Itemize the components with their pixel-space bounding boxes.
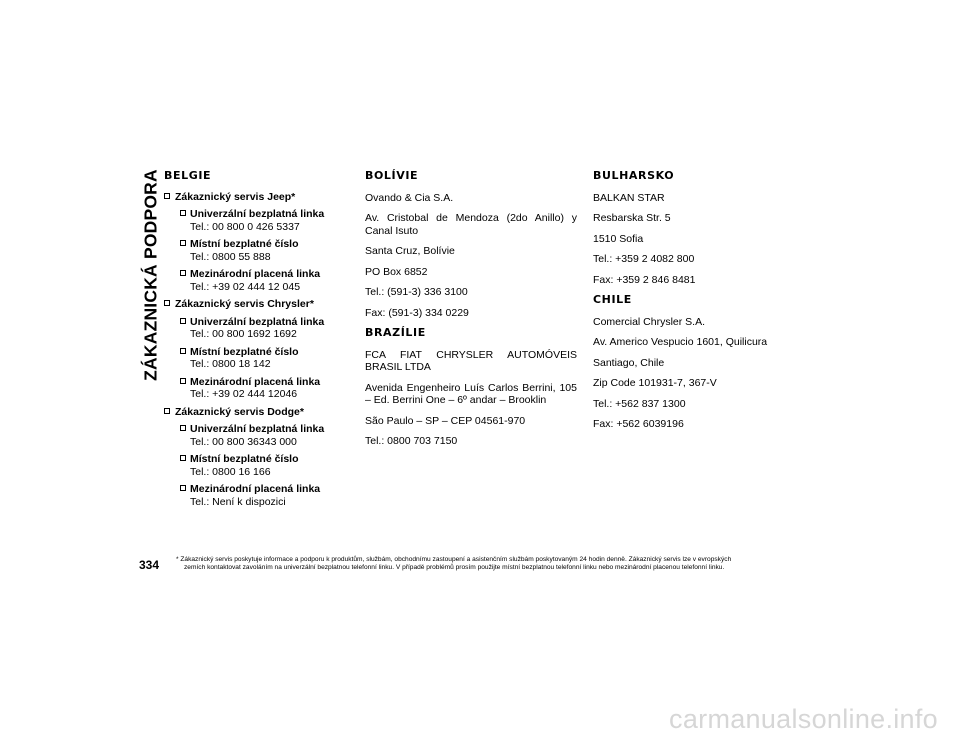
line-label: Mezinárodní placená linka	[190, 375, 321, 388]
checkbox-square-icon	[180, 318, 186, 324]
footnote-line-2: zemích kontaktovat zavoláním na univerzální bezplatnou telefonní linku. V případě problémů prosím použijte místní bezplatnou telefonní linku nebo mezinárodní placenou telefonní linku.	[184, 564, 725, 571]
footnote-line-1: * Zákaznický servis poskytuje informace a podporu k produktům, službám, obchodnímu zastoupení a asistenčním službám poskytovaným 24 hodin denně. Zákaznický servis lze v evropských	[176, 556, 732, 563]
chrysler-item-2	[164, 376, 354, 401]
checkbox-square-icon	[180, 378, 186, 384]
phone-line: Tel.: +562 837 1300	[593, 397, 686, 410]
address-line: Resbarska Str. 5	[593, 212, 671, 224]
checkbox-square-icon	[180, 485, 186, 491]
address-line: Avenida Engenheiro Luís Carlos Berrini, 105 – Ed. Berrini One – 6º andar – Brooklin	[365, 381, 577, 406]
watermark: carmanualsonline.info	[669, 704, 938, 734]
line-label: Mezinárodní placená linka	[190, 268, 321, 280]
fax-line: Fax: +359 2 846 8481	[593, 273, 696, 286]
phone-number: Tel.: 0800 16 166	[190, 465, 271, 478]
phone-line: Tel.: 0800 703 7150	[365, 435, 458, 447]
address-line: Comercial Chrysler S.A.	[593, 315, 706, 328]
checkbox-square-icon	[180, 240, 186, 246]
checkbox-square-icon	[164, 193, 170, 199]
line-label: Univerzální bezplatná linka	[190, 315, 325, 328]
fax-line: Fax: (591-3) 334 0229	[365, 306, 469, 319]
address-line: Av. Cristobal de Mendoza (2do Anillo) y Canal Isuto	[365, 212, 577, 237]
line-label: Místní bezplatné číslo	[190, 453, 299, 465]
line-label: Univerzální bezplatná linka	[190, 423, 325, 435]
phone-number: Tel.: 0800 55 888	[190, 250, 271, 263]
jeep-item-0	[164, 208, 354, 233]
column-belgie	[164, 170, 354, 513]
checkbox-square-icon	[164, 408, 170, 414]
phone-line: Tel.: +359 2 4082 800	[593, 253, 695, 265]
dodge-item-1	[164, 453, 354, 478]
line-label: Univerzální bezplatná linka	[190, 208, 325, 220]
phone-number: Tel.: +39 02 444 12 045	[190, 280, 301, 293]
service-chrysler	[164, 298, 354, 311]
jeep-item-1	[164, 238, 354, 263]
phone-number: Tel.: Není k dispozici	[190, 495, 286, 508]
checkbox-square-icon	[180, 270, 186, 276]
page-number: 334	[139, 558, 160, 572]
address-line: Ovando & Cia S.A.	[365, 191, 454, 204]
address-line: 1510 Sofia	[593, 232, 644, 245]
service-title: Zákaznický servis Dodge*	[175, 405, 304, 418]
fax-line: Fax: +562 6039196	[593, 418, 684, 430]
line-label: Mezinárodní placená linka	[190, 483, 321, 495]
footnote	[176, 556, 816, 572]
heading-chile: CHILE	[593, 293, 632, 306]
side-section-title-text: ZÁKAZNICKÁ PODPORA	[140, 169, 161, 381]
address-line: Av. Americo Vespucio 1601, Quilicura	[593, 336, 768, 348]
address-line: Santa Cruz, Bolívie	[365, 245, 455, 257]
phone-number: Tel.: 00 800 36343 000	[190, 435, 297, 448]
column-bulharsko-chile	[593, 170, 793, 439]
dodge-item-2	[164, 483, 354, 508]
service-title: Zákaznický servis Chrysler*	[175, 298, 314, 310]
service-dodge	[164, 406, 354, 419]
address-line: FCA FIAT CHRYSLER AUTOMÓVEIS BRASIL LTDA	[365, 348, 577, 373]
line-label: Místní bezplatné číslo	[190, 238, 299, 250]
phone-number: Tel.: +39 02 444 12046	[190, 388, 298, 400]
checkbox-square-icon	[180, 348, 186, 354]
side-section-title	[139, 169, 163, 381]
heading-bulharsko: BULHARSKO	[593, 169, 675, 182]
heading-belgie: BELGIE	[164, 169, 212, 182]
jeep-item-2	[164, 268, 354, 293]
dodge-item-0	[164, 423, 354, 448]
heading-bolivie: BOLÍVIE	[365, 169, 419, 182]
phone-line: Tel.: (591-3) 336 3100	[365, 286, 468, 298]
phone-number: Tel.: 00 800 0 426 5337	[190, 220, 300, 233]
chrysler-item-1	[164, 346, 354, 371]
address-line: PO Box 6852	[365, 265, 428, 278]
address-line: Santiago, Chile	[593, 356, 665, 369]
checkbox-square-icon	[180, 425, 186, 431]
address-line: São Paulo – SP – CEP 04561-970	[365, 414, 526, 427]
column-bolivie-brazilie	[365, 170, 577, 456]
checkbox-square-icon	[164, 300, 170, 306]
heading-brazilie: BRAZÍLIE	[365, 326, 426, 339]
line-label: Místní bezplatné číslo	[190, 345, 299, 358]
phone-number: Tel.: 00 800 1692 1692	[190, 328, 297, 340]
service-title: Zákaznický servis Jeep*	[175, 190, 296, 203]
phone-number: Tel.: 0800 18 142	[190, 358, 271, 370]
address-line: Zip Code 101931-7, 367-V	[593, 377, 717, 389]
address-line: BALKAN STAR	[593, 191, 665, 204]
checkbox-square-icon	[180, 210, 186, 216]
service-jeep	[164, 191, 354, 204]
checkbox-square-icon	[180, 455, 186, 461]
chrysler-item-0	[164, 316, 354, 341]
